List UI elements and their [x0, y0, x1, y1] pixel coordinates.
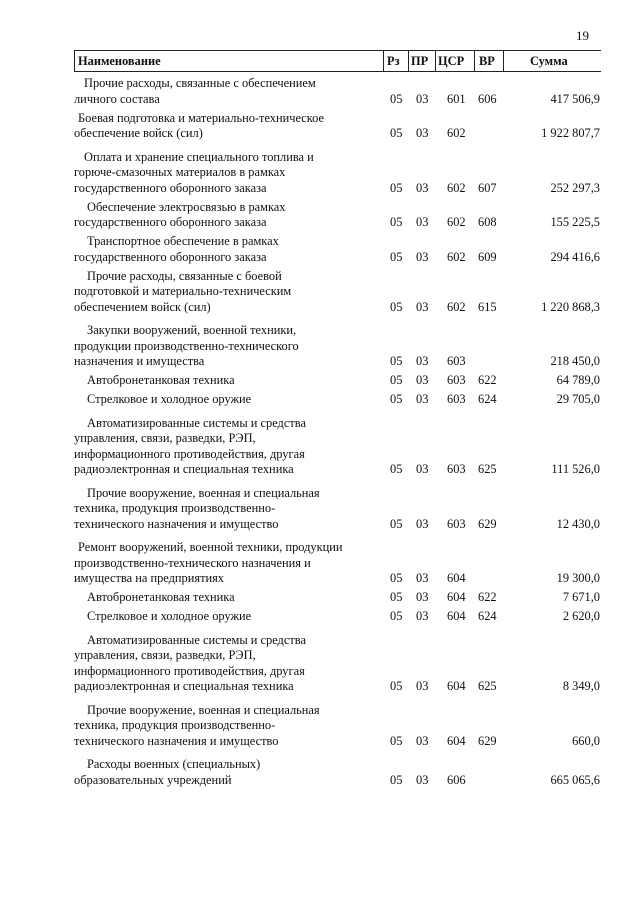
row-pr: 03 — [416, 609, 429, 623]
header-divider — [408, 51, 409, 71]
row-name-line: Прочие расходы, связанные с обеспечением — [84, 76, 316, 90]
row-csr: 602 — [447, 299, 466, 314]
row-name-line: управления, связи, разведки, РЭП, — [74, 431, 256, 445]
row-sum: 294 416,6 — [550, 249, 600, 264]
row-name-line: Стрелковое и холодное оружие — [87, 609, 252, 623]
row-name — [74, 703, 384, 750]
table-row — [74, 76, 600, 107]
row-name-line: обеспечением войск (сил) — [74, 299, 211, 314]
table-row — [74, 111, 600, 142]
row-rz: 05 — [390, 590, 403, 604]
row-pr: 03 — [416, 91, 429, 106]
row-rz: 05 — [390, 91, 403, 106]
table-row — [74, 416, 600, 478]
row-pr: 03 — [416, 733, 429, 748]
row-name-line: имущества на предприятиях — [74, 571, 225, 585]
row-rz: 05 — [390, 354, 403, 368]
row-name — [74, 111, 384, 142]
row-rz: 05 — [390, 462, 403, 476]
row-name-line: технического назначения и имущество — [74, 516, 279, 531]
budget-table-body — [74, 76, 600, 792]
row-sum: 8 349,0 — [562, 679, 600, 693]
row-sum: 1 220 868,3 — [541, 299, 600, 314]
row-pr: 03 — [416, 772, 429, 787]
row-name-line: продукции производственно-технического — [74, 338, 299, 353]
row-pr: 03 — [416, 571, 429, 585]
row-vr: 624 — [478, 609, 497, 623]
row-name-line: Ремонт вооружений, военной техники, продукции — [78, 540, 343, 554]
table-row — [74, 703, 600, 750]
row-vr: 625 — [478, 462, 497, 476]
table-row — [74, 633, 600, 695]
row-vr: 609 — [478, 249, 497, 264]
row-sum: 252 297,3 — [550, 180, 600, 195]
table-row — [74, 609, 600, 625]
row-name-line: Прочие вооружение, военная и специальная — [87, 485, 320, 500]
row-csr: 603 — [447, 392, 466, 406]
row-sum: 19 300,0 — [556, 571, 600, 585]
row-pr: 03 — [416, 215, 429, 229]
row-name-line: Прочие вооружение, военная и специальная — [87, 702, 320, 717]
row-name-line: государственного оборонного заказа — [74, 215, 267, 229]
row-vr: 606 — [478, 91, 497, 106]
row-name-line: Боевая подготовка и материально-техническое — [78, 110, 325, 125]
row-rz: 05 — [390, 772, 403, 787]
row-csr: 603 — [447, 354, 466, 368]
row-vr: 629 — [478, 733, 497, 748]
table-row — [74, 373, 600, 389]
row-name — [74, 323, 384, 370]
row-csr: 602 — [447, 215, 466, 229]
row-name-line: информационного противодействия, другая — [74, 446, 305, 461]
row-pr: 03 — [416, 679, 429, 693]
header-rz: Рз — [387, 54, 400, 68]
row-name-line: государственного оборонного заказа — [74, 249, 267, 264]
row-pr: 03 — [416, 373, 429, 387]
row-csr: 601 — [447, 91, 466, 106]
row-name-line: радиоэлектронная и специальная техника — [74, 679, 294, 693]
row-name-line: Расходы военных (специальных) — [87, 757, 261, 771]
row-name-line: Стрелковое и холодное оружие — [87, 392, 252, 406]
row-name — [74, 416, 384, 478]
row-vr: 624 — [478, 392, 497, 406]
row-name-line: Прочие расходы, связанные с боевой — [87, 268, 282, 283]
row-sum: 12 430,0 — [556, 516, 600, 531]
row-rz: 05 — [390, 249, 403, 264]
row-sum: 660,0 — [572, 733, 600, 748]
table-row — [74, 200, 600, 231]
row-name-line: техника, продукция производственно- — [74, 501, 276, 515]
row-name — [74, 200, 384, 231]
row-name — [74, 633, 384, 695]
row-vr: 622 — [478, 373, 497, 387]
table-row — [74, 392, 600, 408]
row-csr: 603 — [447, 373, 466, 387]
row-rz: 05 — [390, 516, 403, 531]
row-sum: 1 922 807,7 — [541, 126, 600, 140]
row-name — [74, 486, 384, 533]
row-name-line: Автоматизированные системы и средства — [87, 415, 306, 430]
header-divider — [435, 51, 436, 71]
row-pr: 03 — [416, 249, 429, 264]
row-pr: 03 — [416, 462, 429, 476]
table-row — [74, 150, 600, 197]
row-name-line: радиоэлектронная и специальная техника — [74, 462, 294, 476]
row-name-line: горюче-смазочных материалов в рамках — [74, 165, 286, 179]
header-divider — [503, 51, 504, 71]
row-name-line: Обеспечение электросвязью в рамках — [87, 199, 286, 214]
row-rz: 05 — [390, 180, 403, 195]
row-name-line: технического назначения и имущество — [74, 733, 279, 748]
row-sum: 2 620,0 — [562, 609, 600, 623]
table-row — [74, 323, 600, 370]
row-name — [74, 540, 384, 587]
table-header — [74, 50, 601, 72]
row-name-line: обеспечение войск (сил) — [74, 126, 203, 140]
row-name-line: информационного противодействия, другая — [74, 663, 305, 678]
page-number: 19 — [576, 28, 589, 43]
row-sum: 29 705,0 — [556, 392, 600, 406]
row-sum: 218 450,0 — [550, 354, 600, 368]
row-csr: 604 — [447, 609, 466, 623]
row-name — [74, 269, 384, 316]
table-row — [74, 269, 600, 316]
row-name — [74, 609, 384, 625]
row-name-line: назначения и имущества — [74, 354, 205, 368]
row-sum: 665 065,6 — [550, 772, 600, 787]
row-csr: 604 — [447, 571, 466, 585]
row-name — [74, 590, 384, 606]
row-rz: 05 — [390, 299, 403, 314]
row-csr: 604 — [447, 733, 466, 748]
row-name-line: Оплата и хранение специального топлива и — [84, 149, 314, 164]
row-name-line: управления, связи, разведки, РЭП, — [74, 648, 256, 662]
row-pr: 03 — [416, 392, 429, 406]
row-pr: 03 — [416, 354, 429, 368]
row-vr: 629 — [478, 516, 497, 531]
row-pr: 03 — [416, 299, 429, 314]
row-name — [74, 757, 384, 788]
row-name — [74, 76, 384, 107]
row-name-line: Автобронетанковая техника — [87, 373, 235, 387]
row-pr: 03 — [416, 180, 429, 195]
header-vr: ВР — [479, 54, 495, 68]
row-name-line: техника, продукция производственно- — [74, 718, 276, 732]
row-csr: 606 — [447, 772, 466, 787]
row-sum: 7 671,0 — [562, 590, 600, 604]
row-vr: 615 — [478, 299, 497, 314]
row-name-line: подготовкой и материально-техническим — [74, 284, 292, 298]
row-name — [74, 234, 384, 265]
header-pr: ПР — [411, 54, 429, 68]
row-vr: 607 — [478, 180, 497, 195]
row-csr: 602 — [447, 249, 466, 264]
row-csr: 603 — [447, 516, 466, 531]
row-rz: 05 — [390, 373, 403, 387]
row-rz: 05 — [390, 571, 403, 585]
row-name — [74, 373, 384, 389]
row-csr: 602 — [447, 126, 466, 140]
row-sum: 155 225,5 — [550, 215, 600, 229]
row-csr: 603 — [447, 462, 466, 476]
row-csr: 604 — [447, 679, 466, 693]
row-pr: 03 — [416, 126, 429, 140]
table-row — [74, 234, 600, 265]
row-name-line: образовательных учреждений — [74, 772, 232, 787]
table-row — [74, 540, 600, 587]
row-sum: 417 506,9 — [550, 91, 600, 106]
row-pr: 03 — [416, 590, 429, 604]
row-name-line: Закупки вооружений, военной техники, — [87, 323, 297, 337]
row-rz: 05 — [390, 733, 403, 748]
row-name-line: Автоматизированные системы и средства — [87, 632, 306, 647]
row-vr: 625 — [478, 679, 497, 693]
row-name-line: Автобронетанковая техника — [87, 590, 235, 604]
header-divider — [474, 51, 475, 71]
row-name-line: государственного оборонного заказа — [74, 180, 267, 195]
row-rz: 05 — [390, 679, 403, 693]
row-name — [74, 392, 384, 408]
row-vr: 622 — [478, 590, 497, 604]
row-csr: 604 — [447, 590, 466, 604]
header-csr: ЦСР — [438, 54, 465, 68]
row-csr: 602 — [447, 180, 466, 195]
header-divider — [383, 51, 384, 71]
row-name-line: личного состава — [74, 91, 160, 106]
row-rz: 05 — [390, 609, 403, 623]
row-rz: 05 — [390, 126, 403, 140]
header-sum: Сумма — [530, 54, 568, 68]
row-rz: 05 — [390, 392, 403, 406]
table-row — [74, 590, 600, 606]
row-sum: 111 526,0 — [551, 462, 600, 476]
row-vr: 608 — [478, 215, 497, 229]
row-pr: 03 — [416, 516, 429, 531]
table-row — [74, 757, 600, 788]
row-rz: 05 — [390, 215, 403, 229]
header-name: Наименование — [78, 54, 161, 68]
table-row — [74, 486, 600, 533]
row-name — [74, 150, 384, 197]
row-name-line: производственно-технического назначения и — [74, 555, 311, 570]
row-sum: 64 789,0 — [556, 373, 600, 387]
row-name-line: Транспортное обеспечение в рамках — [87, 234, 279, 248]
